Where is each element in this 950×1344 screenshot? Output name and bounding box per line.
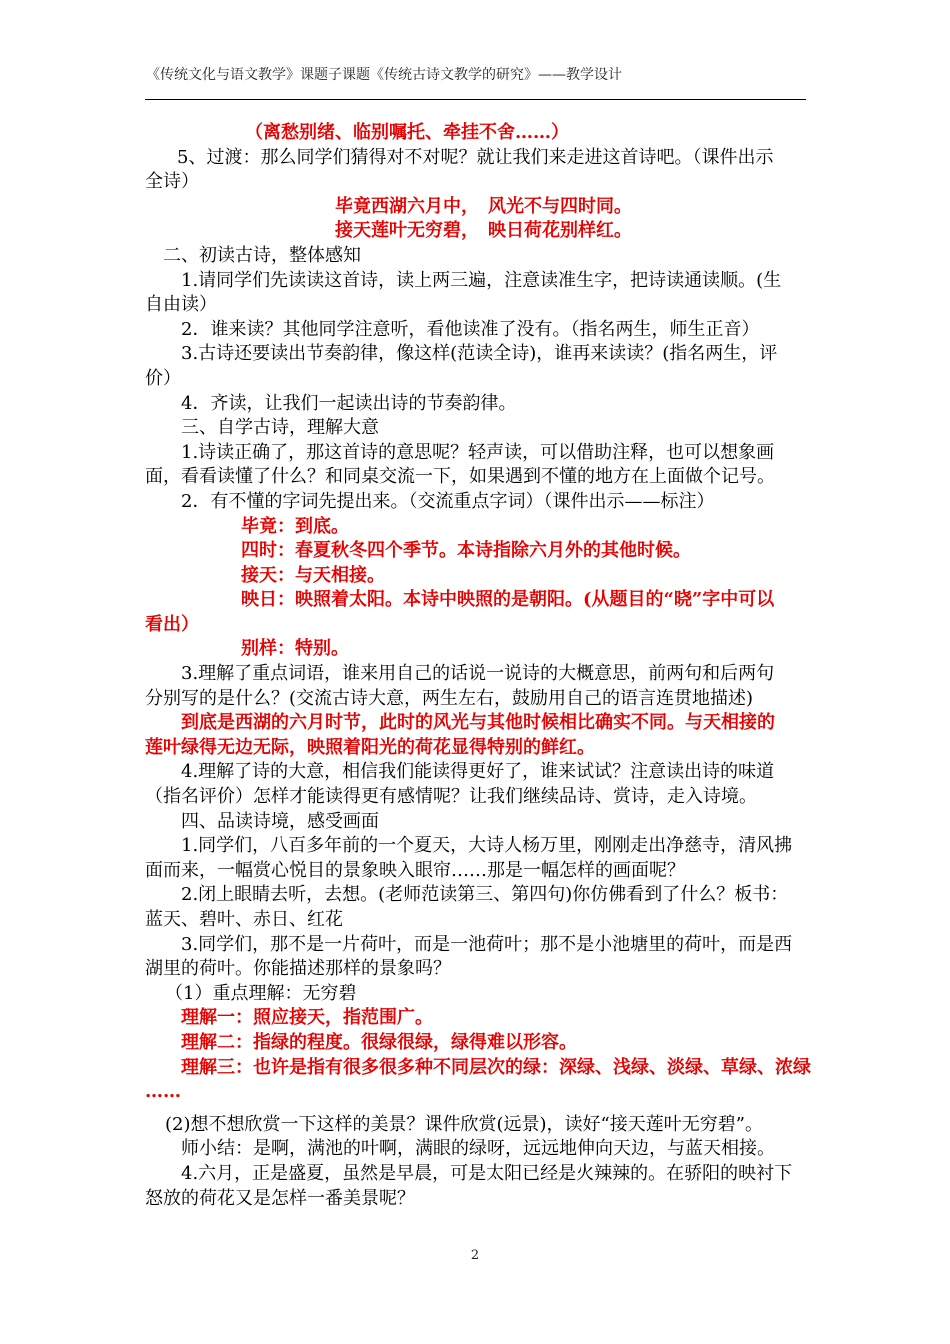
- text-line: 1.同学们，八百多年前的一个夏天，大诗人杨万里，刚刚走出净慈寺，清风拂: [181, 835, 793, 857]
- document-body: [145, 121, 809, 1211]
- text-line: 1.诗读正确了，那这首诗的意思呢？轻声读，可以借助注释，也可以想象画: [181, 441, 775, 463]
- text-line: 三、自学古诗，理解大意: [181, 417, 379, 439]
- text-line: 莲叶绿得无边无际，映照着阳光的荷花显得特别的鲜红。: [145, 736, 595, 758]
- text-line: 4．齐读，让我们一起读出诗的节奏韵律。: [181, 392, 517, 414]
- text-line: (2)想不想欣赏一下这样的美景？课件欣赏(远景)，读好“接天莲叶无穷碧”。: [165, 1113, 763, 1135]
- text-line: 四、品读诗境，感受画面: [181, 810, 379, 832]
- text-line: 面而来，一幅赏心悦目的景象映入眼帘……那是一幅怎样的画面呢？: [145, 859, 685, 881]
- text-line: 师小结：是啊，满池的叶啊，满眼的绿呀，远远地伸向天边，与蓝天相接。: [181, 1138, 775, 1160]
- text-line: 别样：特别。: [241, 638, 349, 660]
- text-line: 毕竟西湖六月中， 风光不与四时同。: [335, 195, 632, 217]
- text-line: 3.理解了重点词语，谁来用自己的话说一说诗的大概意思，前两句和后两句: [181, 663, 775, 685]
- text-line: 接天莲叶无穷碧， 映日荷花别样红。: [335, 220, 632, 242]
- text-line: 接天：与天相接。: [241, 564, 385, 586]
- text-line: （离愁别绪、临别嘱托、牵挂不舍……）: [245, 122, 569, 143]
- text-line: 1.请同学们先读读这首诗，读上两三遍，注意读准生字，把诗读通读顺。(生: [181, 269, 782, 291]
- text-line: 理解三：也许是指有很多很多种不同层次的绿：深绿、浅绿、淡绿、草绿、浓绿: [181, 1056, 811, 1078]
- text-line: ……: [145, 1081, 181, 1103]
- text-line: 到底是西湖的六月时节，此时的风光与其他时候相比确实不同。与天相接的: [181, 712, 775, 734]
- text-line: 映日：映照着太阳。本诗中映照的是朝阳。(从题目的“晓”字中可以: [241, 589, 775, 611]
- text-line: （指名评价）怎样才能读得更有感情呢？让我们继续品诗、赏诗，走入诗境。: [145, 786, 757, 808]
- text-line: 理解一：照应接天，指范围广。: [181, 1007, 433, 1029]
- text-line: 看出）: [145, 613, 199, 635]
- text-line: 价）: [145, 367, 181, 389]
- text-line: 3.古诗还要读出节奏韵律，像这样(范读全诗)，谁再来读读？(指名两生，评: [181, 343, 778, 365]
- text-line: 分别写的是什么？(交流古诗大意，两生左右，鼓励用自己的语言连贯地描述): [145, 687, 754, 709]
- text-line: 2．谁来读？其他同学注意听，看他读准了没有。（指名两生，师生正音）: [181, 318, 760, 340]
- text-line: （1）重点理解：无穷碧: [165, 982, 357, 1004]
- text-line: 5、过渡：那么同学们猜得对不对呢？就让我们来走进这首诗吧。（课件出示: [177, 146, 774, 168]
- text-line: 4.六月，正是盛夏，虽然是早晨，可是太阳已经是火辣辣的。在骄阳的映衬下: [181, 1162, 793, 1184]
- text-line: 4.理解了诗的大意，相信我们能读得更好了，谁来试试？注意读出诗的味道: [181, 761, 775, 783]
- text-line: 面，看看读懂了什么？和同桌交流一下，如果遇到不懂的地方在上面做个记号。: [145, 466, 775, 488]
- text-line: 毕竟：到底。: [241, 515, 349, 537]
- text-line: 2．有不懂的字词先提出来。（交流重点字词）（课件出示——标注）: [181, 490, 715, 512]
- text-line: 四时：春夏秋冬四个季节。本诗指除六月外的其他时候。: [241, 540, 691, 562]
- page-number: 2: [470, 1248, 480, 1263]
- text-line: 全诗）: [145, 171, 199, 193]
- text-line: 3.同学们，那不是一片荷叶，而是一池荷叶；那不是小池塘里的荷叶，而是西: [181, 933, 793, 955]
- text-line: 二、初读古诗，整体感知: [163, 244, 361, 266]
- text-line: 2.闭上眼睛去听，去想。(老师范读第三、第四句)你仿佛看到了什么？板书：: [181, 884, 789, 906]
- text-line: 蓝天、碧叶、赤日、红花: [145, 909, 343, 930]
- text-line: 理解二：指绿的程度。很绿很绿，绿得难以形容。: [181, 1031, 577, 1053]
- text-line: 自由读）: [145, 294, 217, 316]
- header-divider: [145, 99, 806, 100]
- text-line: 怒放的荷花又是怎样一番美景呢？: [145, 1187, 415, 1209]
- text-line: 湖里的荷叶。你能描述那样的景象吗？: [145, 958, 451, 980]
- page-header: 《传统文化与语文教学》课题子课题《传统古诗文教学的研究》——教学设计: [146, 67, 622, 83]
